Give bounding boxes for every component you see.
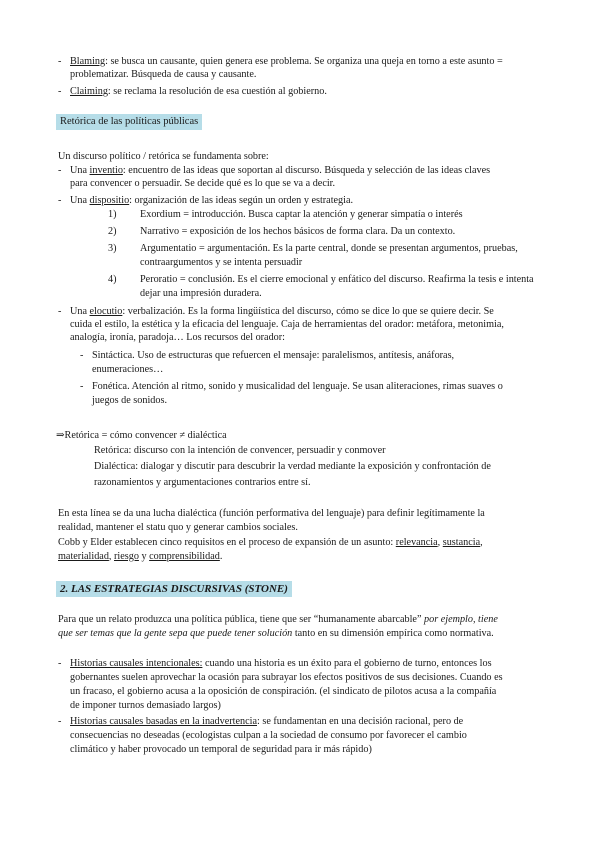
inventio-text: : encuentro de las ideas que soportan al discurso. Búsqueda y selección de las ideas claves (122, 165, 491, 176)
bullet-dash: - (58, 86, 62, 97)
sub-bullet-dash: - (80, 350, 84, 361)
historias-line-2: gobernantes suelen aprovechar la ocasión para subrayar los efectos positivos de sus decisiones. Cuando es (70, 672, 503, 683)
list-item-cont: dejar una impresión duradera. (140, 288, 262, 299)
blaming-line (70, 55, 542, 68)
section-heading-retorica: Retórica de las políticas públicas (56, 114, 202, 130)
requisito: riesgo (114, 551, 139, 562)
inventio-term: inventio (89, 165, 123, 176)
historias2-line-2: consecuencias no deseadas (ecologistas culpan a la sociedad de consumo por favorecer el cambio (70, 730, 467, 741)
historias2-text: : se fundamentan en una decisión racional, pero de (256, 716, 464, 727)
historias-line-3: un fracaso, el gobierno acusa a la oposición de conspiración. (el sindicato de pilotos acusa a la compañía (70, 686, 497, 697)
inventio-line (70, 164, 542, 177)
elocutio-line (70, 305, 542, 318)
paragraph-line-2: realidad, mantener el statu quo y generar cambios sociales. (58, 522, 298, 533)
conj: y (138, 551, 150, 562)
historias-term: Historias causales intencionales: (70, 658, 203, 669)
elocutio-pre: Una (70, 306, 90, 317)
sep: , (108, 551, 112, 562)
list-number: 4) (108, 274, 117, 285)
paragraph-line: En esta línea se da una lucha dialéctica (función performativa del lenguaje) para definir legítimamente la (58, 508, 485, 519)
historias-text: cuando una historia es un éxito para el gobierno de turno, entonces los (202, 658, 492, 669)
blaming-text: : se busca un causante, quien genera ese problema. Se organiza una queja en torno a este asunto = (105, 56, 503, 67)
elocutio-term: elocutio (89, 306, 123, 317)
section-heading-estrategias: 2. LAS ESTRATEGIAS DISCURSIVAS (STONE) (56, 581, 292, 597)
claiming-text: : se reclama la resolución de esa cuestión al gobierno. (107, 86, 327, 97)
dispositio-text: : organización de las ideas según un orden y estrategia. (129, 195, 354, 206)
historias2-term: Historias causales basadas en la inadvertencia (70, 716, 257, 727)
inventio-line-2: para convencer o persuadir. Se decide qué es lo que se va a decir. (70, 178, 336, 189)
retorica-def: Retórica: discurso con la intención de convencer, persuadir y conmover (94, 445, 386, 456)
dispositio-term: dispositio (89, 195, 130, 206)
list-item: Argumentatio = argumentación. Es la parte central, donde se presentan argumentos, pruebas, (140, 243, 518, 254)
requisito: sustancia (442, 537, 481, 548)
bullet-dash: - (58, 658, 62, 669)
cobb-line (58, 536, 542, 549)
sub-item-cont: enumeraciones… (92, 364, 164, 375)
period: . (219, 551, 223, 562)
historias2-line (70, 715, 542, 728)
list-item: Narrativo = exposición de los hechos básicos de forma clara. Da un contexto. (140, 226, 456, 237)
inventio-pre: Una (70, 165, 90, 176)
dialectica-def-cont: razonamientos y argumentaciones contrarios entre sí. (94, 477, 311, 488)
para2-post: tanto en su dimensión empírica como normativa. (292, 628, 494, 639)
list-number: 2) (108, 226, 117, 237)
dispositio-pre: Una (70, 195, 90, 206)
paragraph-line (58, 613, 542, 626)
historias2-line-3: climático y haber provocado un temporal de seguridad para ir más rápido) (70, 744, 372, 755)
claiming-term: Claiming (70, 86, 108, 97)
elocutio-text: : verbalización. Es la forma lingüística del discurso, cómo se dice lo que se quiere decir. Se (122, 306, 494, 317)
blaming-line-2: problematizar. Búsqueda de causa y causante. (70, 69, 257, 80)
intro-text: Un discurso político / retórica se fundamenta sobre: (58, 151, 269, 162)
sub-item: Fonética. Atención al ritmo, sonido y musicalidad del lenguaje. Se usan aliteraciones, rimas suaves o (92, 381, 503, 392)
list-number: 3) (108, 243, 117, 254)
sub-item-cont: juegos de sonidos. (92, 395, 167, 406)
list-number: 1) (108, 209, 117, 220)
bullet-dash: - (58, 195, 62, 206)
paragraph-line-2 (58, 627, 542, 640)
bullet-dash: - (58, 716, 62, 727)
cobb-text: Cobb y Elder establecen cinco requisitos en el proceso de expansión de un asunto: (58, 537, 396, 548)
para2-italic-2: que ser temas que la gente sepa que puede tener solución (58, 628, 293, 639)
elocutio-line-3: analogía, ironía, paradoja… Los recursos del orador: (70, 332, 285, 343)
blaming-term: Blaming (70, 56, 106, 67)
para2-italic: por ejemplo, tiene (424, 614, 498, 625)
bullet-dash: - (58, 306, 62, 317)
requisito: comprensibilidad (149, 551, 220, 562)
sub-item: Sintáctica. Uso de estructuras que refuercen el mensaje: paralelismos, antítesis, anáforas, (92, 350, 455, 361)
requisito: relevancia (395, 537, 438, 548)
dialectica-def: Dialéctica: dialogar y discutir para descubrir la verdad mediante la exposición y confrontación de (94, 461, 491, 472)
list-item: Exordium = introducción. Busca captar la atención y generar simpatía o interés (140, 209, 463, 220)
bullet-dash: - (58, 56, 62, 67)
sep: , (480, 537, 483, 548)
elocutio-line-2: cuida el estilo, la estética y la eficacia del lenguaje. Caja de herramientas del orador: metáfora, metonimia, (70, 319, 504, 330)
list-item: Peroratio = conclusión. Es el cierre emocional y enfático del discurso. Reafirma la tesis e intenta (140, 274, 534, 285)
requisito: materialidad (58, 551, 109, 562)
sep: , (437, 537, 441, 548)
bullet-dash: - (58, 165, 62, 176)
retorica-line: ⇒Retórica = cómo convencer ≠ dialéctica (56, 430, 227, 441)
cobb-line-2 (58, 550, 542, 563)
para2-pre: Para que un relato produzca una política pública, tiene que ser “humanamente abarcable” (58, 614, 425, 625)
historias-line-4: de imponer turnos demasiado largos) (70, 700, 221, 711)
dispositio-line (70, 194, 542, 207)
claiming-line (70, 85, 542, 98)
historias-line (70, 657, 542, 670)
sub-bullet-dash: - (80, 381, 84, 392)
list-item-cont: contraargumentos y se intenta persuadir (140, 257, 303, 268)
